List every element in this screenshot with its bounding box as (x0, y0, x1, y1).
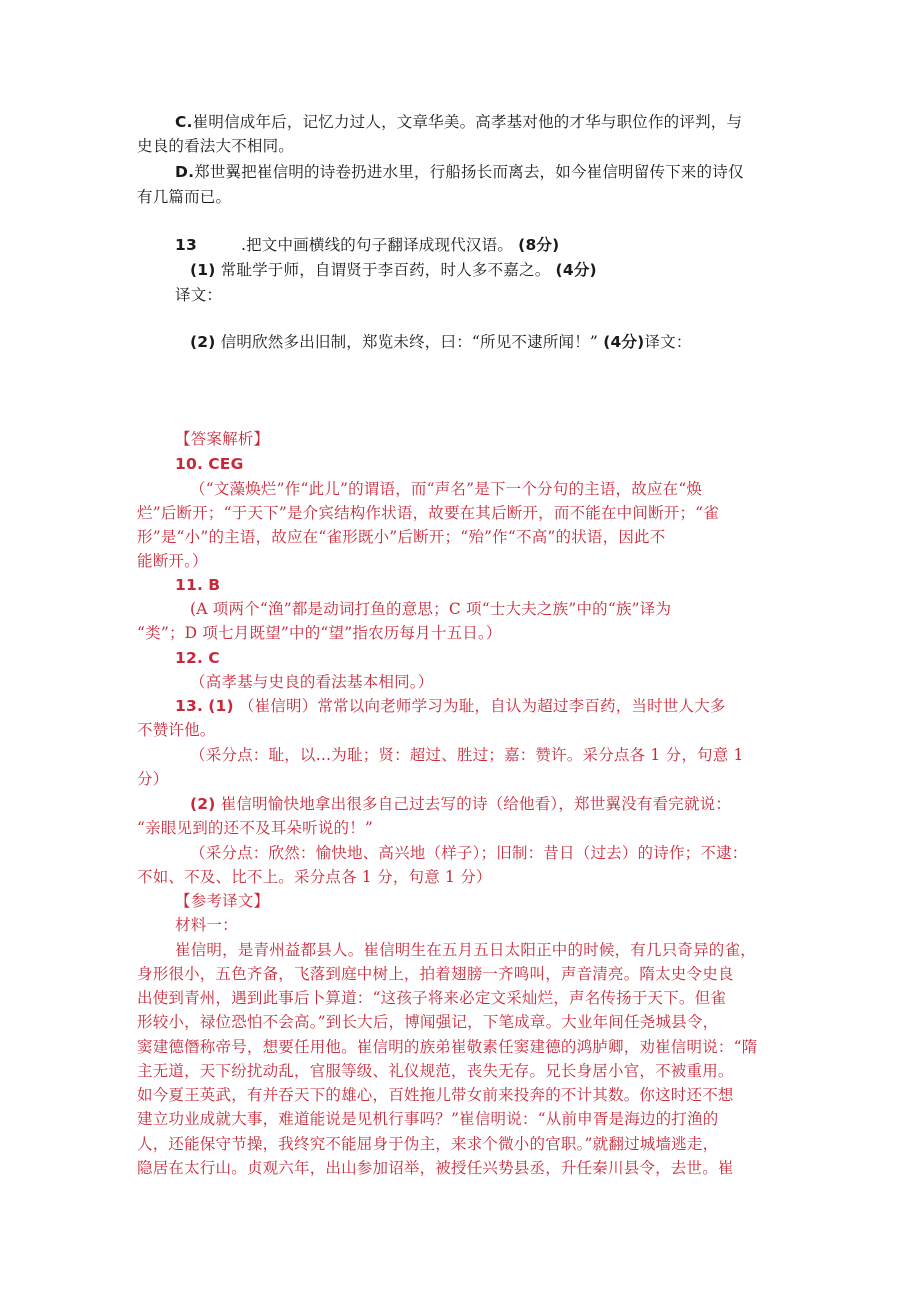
q13-1-score: (4分) (555, 261, 597, 279)
q13-1-number: (1) (190, 261, 216, 279)
a13-number: 13. (175, 697, 204, 715)
a12-number: 12. (175, 649, 204, 667)
a13-1-number: (1) (208, 697, 234, 715)
a13-2-scoring-2: 不如、不及、比不上。采分点各 1 分，句意 1 分） (137, 868, 492, 886)
q13-text: .把文中画横线的句子翻译成现代汉语。 (240, 236, 514, 254)
a11-line-1: (A 项两个“渔”都是动词打鱼的意思；C 项“士大夫之族”中的“族”译为 (190, 600, 672, 618)
q13-2-text: 信明欣然多出旧制，郑览未终，曰：“所见不逮所闻！” (220, 333, 599, 351)
a13-2-line-1: 崔信明愉快地拿出很多自己过去写的诗（给他看），郑世翼没有看完就说： (220, 795, 732, 813)
a11-line-2: “类”；D 项七月既望”中的“望”指农历每月十五日。） (137, 624, 502, 642)
a10-number: 10. (175, 455, 204, 473)
a13-2-number: (2) (190, 795, 216, 813)
ref-line-8: 建立功业成就大事，难道能说是见机行事吗？”崔信明说：“从前申胥是海边的打渔的 (137, 1110, 719, 1128)
option-c-text: 崔明信成年后，记忆力过人，文章华美。高孝基对他的才华与职位作的评判，与 (192, 113, 743, 131)
a10-value: CEG (208, 455, 244, 473)
a11-value: B (208, 576, 221, 594)
answer-13-1 (175, 695, 726, 717)
option-d-text: 郑世翼把崔信明的诗卷扔进水里，行船扬长而离去，如今崔信明留传下来的诗仅 (194, 163, 744, 181)
option-d-cont: 有几篇而已。 (137, 188, 232, 206)
question-13 (175, 234, 559, 256)
a12-line-1: （高孝基与史良的看法基本相同。） (190, 673, 434, 691)
ref-line-3: 出使到青州，遇到此事后卜算道：“这孩子将来必定文采灿烂，声名传扬于天下。但雀 (137, 989, 727, 1007)
answer-10 (175, 453, 244, 475)
a13-1-line-1: （崔信明）常常以向老师学习为耻，自认为超过李百药，当时世人大多 (238, 697, 726, 715)
question-13-2 (190, 331, 692, 353)
answer-12 (175, 647, 220, 669)
ref-line-5: 窦建德僭称帝号，想要任用他。崔信明的族弟崔敬素任窦建德的鸿胪卿，劝崔信明说：“隋 (137, 1038, 758, 1056)
option-d-label: D. (175, 163, 195, 181)
a13-1-line-2: 不赞许他。 (137, 721, 216, 739)
option-c (175, 111, 742, 133)
a10-line-1: （“文藻焕烂”作“此儿”的谓语，而“声名”是下一个分句的主语，故应在“焕 (190, 480, 703, 498)
ref-line-1: 崔信明，是青州益都县人。崔信明生在五月五日太阳正中的时候，有几只奇异的雀， (175, 941, 756, 959)
a10-line-2: 烂”后断开；“于天下”是介宾结构作状语，故要在其后断开，而不能在中间断开；“雀 (137, 504, 719, 522)
ref-line-6: 主无道，天下纷扰动乱，官服等级、礼仪规范，丧失无存。兄长身居小官，不被重用。 (137, 1062, 734, 1080)
question-13-1 (190, 259, 597, 281)
q13-1-translation-label: 译文： (175, 286, 223, 304)
ref-line-4: 形较小，禄位恐怕不会高。”到长大后，博闻强记，下笔成章。大业年间任尧城县令， (137, 1013, 719, 1031)
option-d (175, 161, 744, 183)
ref-line-7: 如今夏王英武，有并吞天下的雄心，百姓拖儿带女前来投奔的不计其数。你这时还不想 (137, 1086, 734, 1104)
a10-line-4: 能断开。） (137, 552, 208, 570)
a13-1-scoring-2: 分） (137, 770, 169, 788)
answer-header: 【答案解析】 (175, 430, 270, 448)
answer-13-2 (190, 793, 731, 815)
a12-value: C (208, 649, 220, 667)
a10-line-3: 形”是“小”的主语，故应在“雀形既小”后断开；“殆”作“不高”的状语，因此不 (137, 528, 666, 546)
answer-11 (175, 574, 220, 596)
q13-1-text: 常耻学于师，自谓贤于李百药，时人多不嘉之。 (220, 261, 551, 279)
material-one-label: 材料一： (175, 916, 238, 934)
ref-line-9: 人，还能保守节操，我终究不能屈身于伪主，来求个微小的官职。”就翻过城墙逃走， (137, 1135, 719, 1153)
ref-line-2: 身形很小，五色齐备，飞落到庭中树上，拍着翅膀一齐鸣叫，声音清亮。隋太史令史良 (137, 965, 734, 983)
option-c-label: C. (175, 113, 193, 131)
ref-line-10: 隐居在太行山。贞观六年，出山参加诏举，被授任兴势县丞，升任秦川县令，去世。崔 (137, 1159, 734, 1177)
a13-2-line-2: “亲眼见到的还不及耳朵听说的！” (137, 819, 374, 837)
q13-score: (8分) (518, 236, 560, 254)
option-c-cont: 史良的看法大不相同。 (137, 137, 295, 155)
q13-2-translation-label: 译文： (644, 333, 692, 351)
a13-1-scoring-1: （采分点：耻，以…为耻；贤：超过、胜过；嘉：赞许。采分点各 1 分，句意 1 (190, 746, 744, 764)
q13-2-number: (2) (190, 333, 216, 351)
q13-number: 13 (175, 236, 197, 254)
reference-translation-header: 【参考译文】 (175, 892, 270, 910)
a13-2-scoring-1: （采分点：欣然：愉快地、高兴地（样子）；旧制：昔日（过去）的诗作；不逮： (190, 844, 748, 862)
a11-number: 11. (175, 576, 204, 594)
q13-2-score: (4分) (603, 333, 645, 351)
